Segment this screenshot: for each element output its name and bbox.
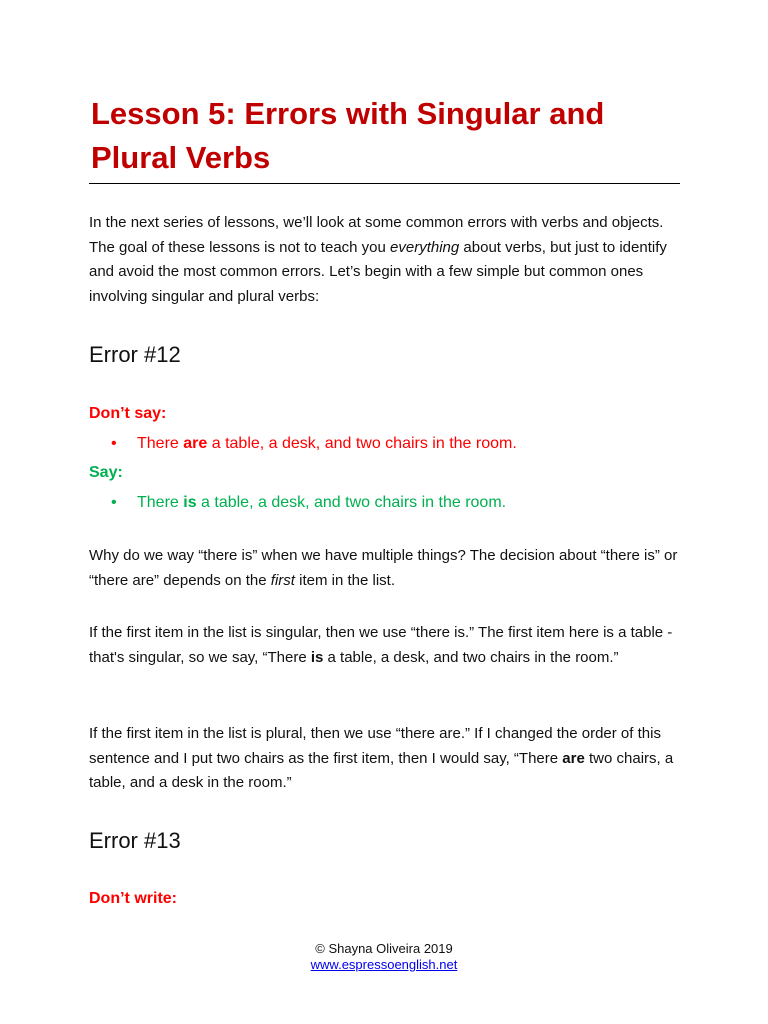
page-footer [0, 941, 768, 973]
say-verb: is [183, 494, 197, 511]
explanation-paragraph-2 [89, 621, 681, 670]
document-page [89, 0, 681, 1024]
copyright-text: © Shayna Oliveira 2019 [315, 941, 453, 956]
dont-say-verb: are [183, 435, 208, 452]
title-divider [89, 183, 680, 184]
say-after: a table, a desk, and two chairs in the room. [196, 494, 507, 511]
dont-say-label: Don’t say: [89, 405, 167, 422]
explanation-3-before: If the first item in the list is plural, then we use “there are.” If I changed the order of this sentence and I put two chairs as the first item, then I would say, “There [89, 725, 661, 767]
intro-paragraph [89, 211, 681, 309]
dont-say-before: There [137, 435, 184, 452]
error-12-heading: Error #12 [89, 342, 181, 367]
say-example [111, 491, 506, 515]
bullet-icon: • [111, 494, 117, 511]
explanation-2-before: If the first item in the list is singular, then we use “there is.” The first item here is a table - that's singular, so we say, “There [89, 624, 673, 666]
explanation-3-bold: are [562, 749, 585, 767]
intro-text-part1: In the next series of lessons, we’ll look at some common errors with verbs and objects. The goal of these lessons is not to teach you [89, 214, 664, 256]
dont-say-after: a table, a desk, and two chairs in the room. [207, 435, 517, 452]
explanation-paragraph-1 [89, 544, 681, 593]
bullet-icon: • [111, 435, 117, 452]
explanation-paragraph-3 [89, 722, 681, 796]
explanation-2-after: a table, a desk, and two chairs in the room.” [323, 648, 619, 666]
say-label: Say: [89, 464, 123, 481]
say-before: There [137, 494, 184, 511]
website-link[interactable]: www.espressoenglish.net [310, 957, 458, 972]
intro-emphasis: everything [390, 238, 460, 256]
explanation-1-before: Why do we way “there is” when we have multiple things? The decision about “there is” or “there are” depends on the [89, 547, 678, 589]
lesson-title: Lesson 5: Errors with Singular and Plural Verbs [91, 96, 605, 175]
error-13-heading: Error #13 [89, 828, 181, 853]
dont-write-label: Don’t write: [89, 890, 177, 907]
dont-say-example [111, 432, 517, 456]
explanation-1-emphasis: first [270, 571, 295, 589]
intro-text-part2: about verbs, but just to identify and avoid the most common errors. Let’s begin with a few simple but common ones involving singular and plural verbs: [89, 238, 667, 305]
explanation-1-after: item in the list. [294, 571, 396, 589]
explanation-3-after: two chairs, a table, and a desk in the room.” [89, 749, 674, 791]
explanation-2-bold: is [310, 648, 324, 666]
